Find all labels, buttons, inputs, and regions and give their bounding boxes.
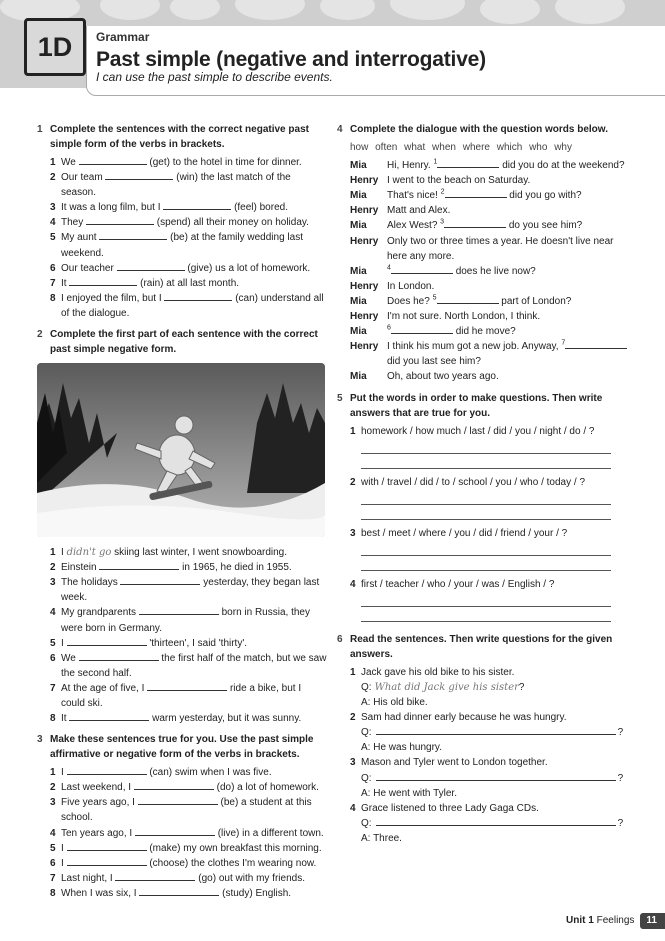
item-text: skiing last winter, I went snowboarding. [114, 547, 288, 559]
item-text: (give) us a lot of homework. [187, 262, 311, 274]
list-item [37, 886, 327, 901]
item-text: My grandparents [61, 607, 137, 619]
answer-blank[interactable] [86, 216, 154, 225]
answer-blank[interactable] [444, 219, 506, 228]
a-label: A: [361, 697, 371, 709]
item-text: (be) a student at this school. [61, 797, 312, 824]
list-item [337, 475, 629, 490]
exercise-instruction: Complete the sentences with the correct negative past simple form of the verbs in brackets. [50, 124, 309, 150]
item-text: I [61, 842, 64, 854]
dialogue-text: did you do at the weekend? [502, 160, 625, 172]
question-input[interactable] [376, 816, 616, 826]
dialogue-text: I went to the beach on Saturday. [387, 175, 531, 187]
q-label: Q: [361, 681, 372, 693]
item-number: 6 [50, 652, 56, 664]
footer-unit [566, 913, 634, 928]
item-text: Our teacher [61, 262, 114, 274]
exercise-number: 5 [337, 392, 343, 404]
speaker-name: Henry [350, 311, 379, 323]
answer-blank[interactable] [391, 265, 453, 274]
answer-blank[interactable] [120, 576, 200, 585]
list-item [337, 577, 629, 592]
q-label: Q: [361, 727, 372, 739]
answer-blank[interactable] [79, 652, 159, 661]
dialogue-line [337, 339, 629, 369]
footer-unit-label: Unit 1 [566, 915, 594, 927]
gap-number: 1 [433, 158, 438, 166]
item-text: (live) in a different town. [217, 827, 324, 839]
item-number: 1 [50, 157, 56, 168]
answer-blank[interactable] [105, 171, 173, 180]
item-text: They [61, 217, 84, 229]
list-item [37, 200, 327, 215]
exercise-instruction: Make these sentences true for you. Use the past simple affirmative or negative form of the verbs in brackets. [50, 734, 314, 761]
item-text: (get) to the hotel in time for dinner. [149, 157, 302, 168]
answer-line[interactable] [361, 592, 611, 607]
answer-line [337, 695, 629, 710]
page-footer [566, 912, 665, 930]
list-item [37, 276, 327, 291]
item-text: Jack gave his old bike to his sister. [361, 666, 515, 678]
item-text: The holidays [61, 577, 118, 589]
list-item [37, 826, 327, 841]
dialogue-text: did he move? [455, 326, 516, 338]
list-item: 1 I didn't go skiing last winter, I went snowboarding. [50, 547, 288, 559]
item-text: yesterday, they began last week. [61, 577, 320, 604]
answer-blank[interactable] [115, 872, 195, 881]
right-column [337, 122, 629, 850]
answer-blank[interactable] [99, 561, 179, 570]
item-text: born in Russia, they were born in Germany. [61, 607, 310, 634]
item-number: 7 [50, 682, 56, 694]
list-item [37, 215, 327, 230]
answer-line[interactable] [361, 541, 611, 556]
dialogue-text: Matt and Alex. [387, 205, 451, 217]
dialogue-text: do you see him? [508, 220, 583, 232]
item-text: (choose) the clothes I'm wearing now. [149, 857, 317, 869]
speaker-name: Mia [350, 220, 367, 232]
item-text: It [61, 713, 67, 725]
dialogue-line [337, 234, 629, 264]
exercise-2 [37, 327, 327, 726]
answer-blank[interactable] [139, 887, 219, 896]
item-text: (do) a lot of homework. [216, 782, 319, 794]
answer-blank[interactable] [163, 201, 231, 210]
q-label: Q: [361, 772, 372, 784]
list-item [337, 424, 629, 439]
page-title: Past simple (negative and interrogative) [96, 48, 486, 71]
item-text: It [61, 277, 67, 289]
answer-blank[interactable] [164, 292, 232, 301]
answer-blank[interactable] [99, 231, 167, 240]
item-text: (feel) bored. [234, 202, 288, 214]
item-text: We [61, 652, 76, 664]
item-text: I [61, 547, 64, 559]
dialogue-line [337, 324, 629, 339]
left-column [37, 122, 327, 905]
question-line [337, 680, 629, 695]
item-text: in 1965, he died in 1955. [182, 562, 292, 574]
list-item [337, 526, 629, 541]
speaker-name: Mia [350, 265, 367, 277]
question-line [337, 725, 629, 740]
gap-number: 5 [432, 294, 437, 302]
item-text: warm yesterday, but it was sunny. [152, 713, 302, 725]
answer-line[interactable] [361, 505, 611, 520]
list-item [37, 841, 327, 856]
item-text: the first half of the match, but we saw the second half. [61, 652, 327, 679]
speaker-name: Henry [350, 175, 379, 187]
a-label: A: [361, 742, 371, 754]
list-item [37, 605, 327, 635]
gap-number: 6 [387, 324, 391, 332]
exercise-instruction: Read the sentences. Then write questions for the given answers. [350, 633, 613, 660]
item-text: At the age of five, I [61, 682, 145, 694]
snowboarder-photo [37, 363, 325, 537]
list-item [37, 636, 327, 651]
exercise-instruction: Complete the dialogue with the question words below. [350, 124, 608, 135]
dialogue-text: did you last see him? [387, 356, 481, 368]
answer-blank[interactable] [67, 766, 147, 775]
section-label: Grammar [96, 30, 150, 44]
exercise-number: 3 [37, 734, 43, 746]
exercise-number: 6 [337, 633, 343, 645]
dialogue-text: In London. [387, 280, 435, 292]
item-text: Five years ago, I [61, 797, 135, 809]
question-line [337, 816, 629, 831]
item-text: first / teacher / who / your / was / English / ? [361, 578, 555, 590]
item-number: 4 [50, 217, 56, 229]
item-text: My aunt [61, 232, 97, 244]
dialogue-line [337, 188, 629, 203]
item-number: 2 [350, 712, 356, 724]
given-answer: His old bike. [373, 697, 428, 709]
list-item [37, 780, 327, 795]
item-number: 4 [50, 607, 56, 619]
question-line [337, 771, 629, 786]
list-item [37, 856, 327, 871]
item-text: homework / how much / last / did / you / night / do / ? [361, 425, 595, 437]
question-input[interactable] [376, 771, 616, 781]
item-text: Last weekend, I [61, 782, 132, 794]
item-number: 8 [50, 887, 56, 899]
example-answer: didn't go [66, 547, 112, 559]
item-number: 2 [50, 562, 56, 574]
list-item [37, 871, 327, 886]
item-number: 7 [50, 277, 56, 289]
answer-line[interactable] [361, 556, 611, 571]
list-item [37, 681, 327, 711]
item-text: I [61, 767, 64, 779]
answer-blank[interactable] [135, 827, 215, 836]
answer-line [337, 740, 629, 755]
answer-blank[interactable] [134, 781, 214, 790]
list-item [37, 291, 327, 321]
question-input[interactable] [376, 725, 616, 735]
dialogue-text: Alex West? [387, 220, 438, 232]
exercise-instruction: Put the words in order to make questions. Then write answers that are true for you. [350, 392, 603, 419]
item-number: 2 [50, 172, 56, 184]
list-item [37, 795, 327, 825]
given-answer: Three. [373, 832, 402, 844]
answer-line [337, 831, 629, 846]
item-number: 6 [50, 262, 56, 274]
item-number: 1 [350, 666, 356, 678]
dialogue-text: That's nice! [387, 190, 438, 202]
item-number: 1 [350, 425, 356, 437]
dialogue-line [337, 203, 629, 218]
exercise-number: 2 [37, 329, 43, 341]
list-item [37, 155, 327, 170]
page-number: 11 [640, 913, 665, 929]
item-text: 'thirteen', I said 'thirty'. [149, 637, 248, 649]
answer-line[interactable] [361, 490, 611, 505]
item-number: 5 [50, 842, 56, 854]
exercise-4 [337, 122, 629, 385]
item-text: ride a bike, but I could ski. [61, 682, 302, 709]
gap-number: 2 [440, 188, 445, 196]
list-item [37, 170, 327, 200]
dialogue-text: does he live now? [455, 265, 536, 277]
item-number: 4 [350, 802, 356, 814]
item-number: 4 [50, 827, 56, 839]
answer-line[interactable] [361, 454, 611, 469]
list-item [37, 261, 327, 276]
footer-topic: Feelings [596, 915, 635, 927]
a-label: A: [361, 787, 371, 799]
answer-blank[interactable] [565, 340, 627, 349]
item-text: (can) understand all of the dialogue. [61, 292, 324, 319]
item-text: Einstein [61, 562, 97, 574]
gap-number: 3 [440, 219, 445, 227]
speaker-name: Henry [350, 235, 379, 247]
question-mark: ? [617, 817, 624, 829]
answer-blank[interactable] [437, 295, 499, 304]
list-item [37, 560, 327, 575]
answer-blank[interactable] [67, 637, 147, 646]
answer-blank[interactable] [391, 325, 453, 334]
answer-blank[interactable] [445, 189, 507, 198]
item-number: 8 [50, 292, 56, 304]
item-number: 3 [350, 527, 356, 539]
given-answer: He was hungry. [373, 742, 442, 754]
exercise-6 [337, 632, 629, 846]
answer-blank[interactable] [437, 159, 499, 168]
item-number: 2 [350, 476, 356, 488]
dialogue-text: part of London? [501, 295, 572, 307]
dialogue-line [337, 264, 629, 279]
dialogue-line [337, 279, 629, 294]
exercise-instruction: Complete the first part of each sentence with the correct past simple negative form. [50, 329, 318, 356]
speaker-name: Mia [350, 295, 367, 307]
list-item [337, 755, 629, 770]
item-number: 3 [50, 577, 56, 589]
speaker-name: Henry [350, 205, 379, 217]
unit-badge: 1D [24, 18, 86, 76]
list-item [337, 801, 629, 816]
exercise-5 [337, 391, 629, 622]
question-mark: ? [617, 772, 624, 784]
dialogue-text: Oh, about two years ago. [387, 371, 499, 383]
speaker-name: Henry [350, 280, 379, 292]
speaker-name: Mia [350, 160, 367, 172]
exercise-1 [37, 122, 327, 321]
dialogue-text: Does he? [387, 295, 430, 307]
speaker-name: Mia [350, 326, 367, 338]
item-text: I [61, 637, 64, 649]
list-item [37, 575, 327, 605]
list-item [337, 665, 629, 680]
item-text: I enjoyed the film, but I [61, 292, 162, 304]
item-text: (be) at the family wedding last weekend. [61, 232, 303, 259]
item-number: 5 [50, 637, 56, 649]
answer-blank[interactable] [79, 156, 147, 165]
item-text: We [61, 157, 76, 168]
dialogue-text: I think his mum got a new job. Anyway, [387, 341, 559, 353]
speaker-name: Mia [350, 371, 367, 383]
item-number: 1 [50, 767, 56, 779]
item-text: (spend) all their money on holiday. [156, 217, 309, 229]
dialogue-line [337, 294, 629, 309]
answer-line[interactable] [361, 439, 611, 454]
a-label: A: [361, 832, 371, 844]
speaker-name: Mia [350, 190, 367, 202]
gap-number: 4 [387, 264, 391, 272]
item-text: Ten years ago, I [61, 827, 133, 839]
answer-blank[interactable] [138, 796, 218, 805]
dialogue-line [337, 309, 629, 324]
question-mark: ? [518, 681, 525, 693]
speaker-name: Henry [350, 341, 379, 353]
list-item [337, 710, 629, 725]
item-number: 3 [350, 757, 356, 769]
item-text: Grace listened to three Lady Gaga CDs. [361, 802, 539, 814]
answer-blank[interactable] [67, 842, 147, 851]
dialogue-line [337, 218, 629, 233]
list-item [37, 230, 327, 260]
item-number: 8 [50, 713, 56, 725]
answer-line [337, 786, 629, 801]
dialogue-line [337, 369, 629, 384]
item-number: 2 [50, 782, 56, 794]
item-text: (study) English. [222, 887, 292, 899]
dialogue-text: Only two or three times a year. He doesn't live near here any more. [387, 235, 614, 262]
answer-blank[interactable] [139, 606, 219, 615]
item-text: Mason and Tyler went to London together. [361, 757, 548, 769]
answer-line[interactable] [361, 607, 611, 622]
dialogue-line [337, 158, 629, 173]
q-label: Q: [361, 817, 372, 829]
item-number: 3 [50, 202, 56, 214]
item-text: (make) my own breakfast this morning. [149, 842, 322, 854]
item-number: 7 [50, 872, 56, 884]
item-text: Last night, I [61, 872, 113, 884]
item-text: Our team [61, 172, 103, 184]
item-text: When I was six, I [61, 887, 137, 899]
answer-blank[interactable] [67, 857, 147, 866]
item-text: (rain) at all last month. [140, 277, 240, 289]
question-mark: ? [617, 727, 624, 739]
item-number: 4 [350, 578, 356, 590]
snowboarder-illustration [37, 363, 325, 537]
exercise-number: 1 [37, 124, 43, 135]
item-number: 5 [50, 232, 56, 244]
word-box: how often what when where which who why [350, 142, 572, 153]
page-subtitle: I can use the past simple to describe events. [96, 70, 333, 84]
item-text: It was a long film, but I [61, 202, 161, 214]
answer-blank[interactable] [117, 262, 185, 271]
dialogue-text: I'm not sure. North London, I think. [387, 311, 541, 323]
item-number: 6 [50, 857, 56, 869]
list-item [37, 711, 327, 726]
exercise-number: 4 [337, 124, 343, 135]
item-text: with / travel / did / to / school / you / who / today / ? [361, 476, 585, 488]
list-item [37, 651, 327, 681]
answer-blank[interactable] [69, 277, 137, 286]
item-text: (go) out with my friends. [198, 872, 305, 884]
answer-blank[interactable] [69, 712, 149, 721]
answer-blank[interactable] [147, 682, 227, 691]
item-text: I [61, 857, 64, 869]
dialogue-line [337, 173, 629, 188]
item-text: (win) the last match of the season. [61, 172, 291, 199]
gap-number: 7 [561, 339, 566, 347]
example-answer: What did Jack give his sister [374, 681, 519, 693]
exercise-3 [37, 732, 327, 901]
item-text: Sam had dinner early because he was hungry. [361, 712, 567, 724]
dialogue-text: Hi, Henry. [387, 160, 431, 172]
list-item [37, 765, 327, 780]
item-text: best / meet / where / you / did / friend / your / ? [361, 527, 568, 539]
given-answer: He went with Tyler. [373, 787, 457, 799]
item-text: (can) swim when I was five. [149, 767, 272, 779]
item-number: 3 [50, 797, 56, 809]
dialogue-text: did you go with? [509, 190, 582, 202]
